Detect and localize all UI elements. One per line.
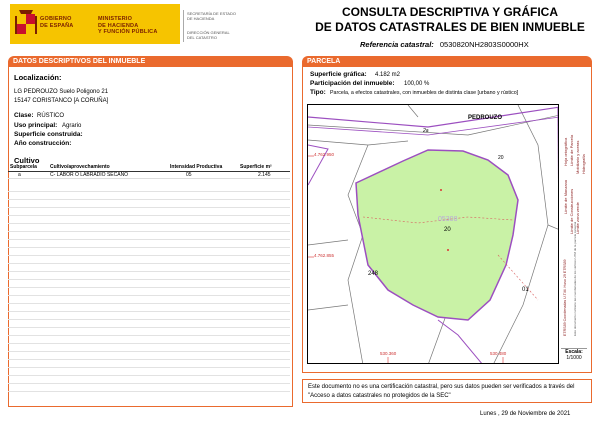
cultivo-table (8, 164, 290, 179)
legend-item: Mobiliario y aceras (575, 140, 580, 174)
cadastral-map[interactable] (307, 104, 559, 364)
localizacion-line2: 15147 CORISTANCO [A CORUÑA] (14, 98, 109, 104)
legend-item: Límite zona verde (575, 202, 580, 234)
table-header-cell: Cultivo/aprovechamiento (48, 164, 168, 171)
table-header-cell: Intensidad Productiva (168, 164, 238, 171)
empty-table-rows (8, 184, 290, 392)
gobierno-text: GOBIERNO DE ESPAÑA (40, 16, 74, 29)
clase-label: Clase: (14, 112, 34, 119)
legend-item: Hoja ortográfica (563, 137, 568, 166)
superficie-grafica-label: Superficie gráfica: (310, 71, 367, 78)
uso-value: Agrario (62, 122, 82, 129)
coat-of-arms-icon (15, 8, 37, 40)
section-header-descriptivos: DATOS DESCRIPTIVOS DEL INMUEBLE (8, 56, 293, 67)
divider (183, 10, 184, 42)
map-legend-strip (561, 104, 587, 348)
tipo-value: Parcela, a efectos catastrales, con inmuebles de distinta clase [urbano y rústico] (330, 89, 519, 96)
table-header-row (8, 164, 290, 171)
ref-value: 0530820NH2803S0000HX (439, 40, 529, 49)
escala-box (561, 348, 587, 364)
participacion-value: 100,00 % (404, 80, 430, 87)
clase-value: RÚSTICO (37, 112, 64, 119)
map-label-2a: 2a (423, 128, 429, 134)
legend-item: Límite de Manzana (563, 179, 568, 214)
map-coord-y1: 4.762.950 (314, 152, 335, 157)
document-date: Lunes , 29 de Noviembre de 2021 (480, 411, 571, 417)
legend-item: Límite de Parcela (569, 134, 574, 166)
section-header-parcela: PARCELA (302, 56, 592, 67)
direccion-text: DIRECCIÓN GENERAL DEL CATASTRO (187, 30, 230, 40)
superficie-construida-label: Superficie construida: (14, 131, 83, 138)
table-row (8, 171, 290, 178)
ministerio-text: MINISTERIO DE HACIENDA Y FUNCIÓN PÚBLICA (98, 16, 158, 35)
document-header (0, 0, 600, 52)
map-label-20a: 20 (498, 155, 504, 161)
superficie-grafica-value: 4.182 m2 (375, 71, 401, 78)
table-cell: C- LABOR O LABRADÍO SECANO (48, 171, 168, 178)
verification-note: Este documento no es una certificación catastral, pero sus datos pueden ser verificados a través del "Acceso a datos catastrales no protegidos de la SEC" (302, 379, 592, 403)
map-label-20b: 20 (444, 227, 451, 233)
localizacion-line1: LG PEDROUZO Suelo Poligono 21 (14, 89, 109, 95)
table-header-cell: Subparcela (8, 164, 48, 171)
anio-construccion-label: Año construcción: (14, 140, 72, 147)
secretaria-text: SECRETARÍA DE ESTADO DE HACIENDA (187, 11, 236, 21)
legend-item: Límite de Construcciones (569, 188, 574, 234)
localizacion-label: Localización: (14, 73, 62, 82)
page-title-line1: CONSULTA DESCRIPTIVA Y GRÁFICA (341, 5, 558, 19)
map-label-pedrouzo: PEDROUZO (468, 115, 503, 121)
map-coord-x1: 530.360 (380, 351, 397, 356)
table-header-cell: Superficie m² (238, 164, 290, 171)
referencia-catastral (360, 40, 529, 49)
gobierno-logo (10, 4, 180, 44)
map-label-248: 248 (368, 271, 379, 277)
escala-label: Escala: (565, 349, 583, 355)
map-label-parcel-ref: 05308 (438, 216, 458, 223)
page-title-line2: DE DATOS CATASTRALES DE BIEN INMUEBLE (315, 20, 585, 34)
uso-label: Uso principal: (14, 122, 58, 129)
tipo-label: Tipo: (310, 89, 326, 96)
legend-item: Hidrografía (581, 154, 586, 174)
ref-label: Referencia catastral: (360, 40, 434, 49)
escala-value: 1/1000 (566, 355, 582, 361)
participacion-label: Participación del inmueble: (310, 80, 395, 87)
table-cell: 05 (168, 171, 238, 178)
map-coord-y2: 4.762.855 (314, 253, 335, 258)
cultivo-title: Cultivo (14, 156, 40, 165)
side-coords: ETRS89 Coordenadas U.T.M. Huso 29 ETRS89 (563, 259, 567, 336)
table-cell: 2.145 (238, 171, 290, 178)
side-note: Este documento contiene las coordenadas de los vértices UTM de la parcela catastral (573, 221, 577, 336)
table-cell: a (8, 171, 48, 178)
map-label-01: 01 (522, 287, 529, 293)
parcel-shape (356, 150, 518, 320)
secretaria-block (183, 4, 293, 44)
map-coord-x2: 530.480 (490, 351, 507, 356)
map-svg (308, 105, 559, 364)
